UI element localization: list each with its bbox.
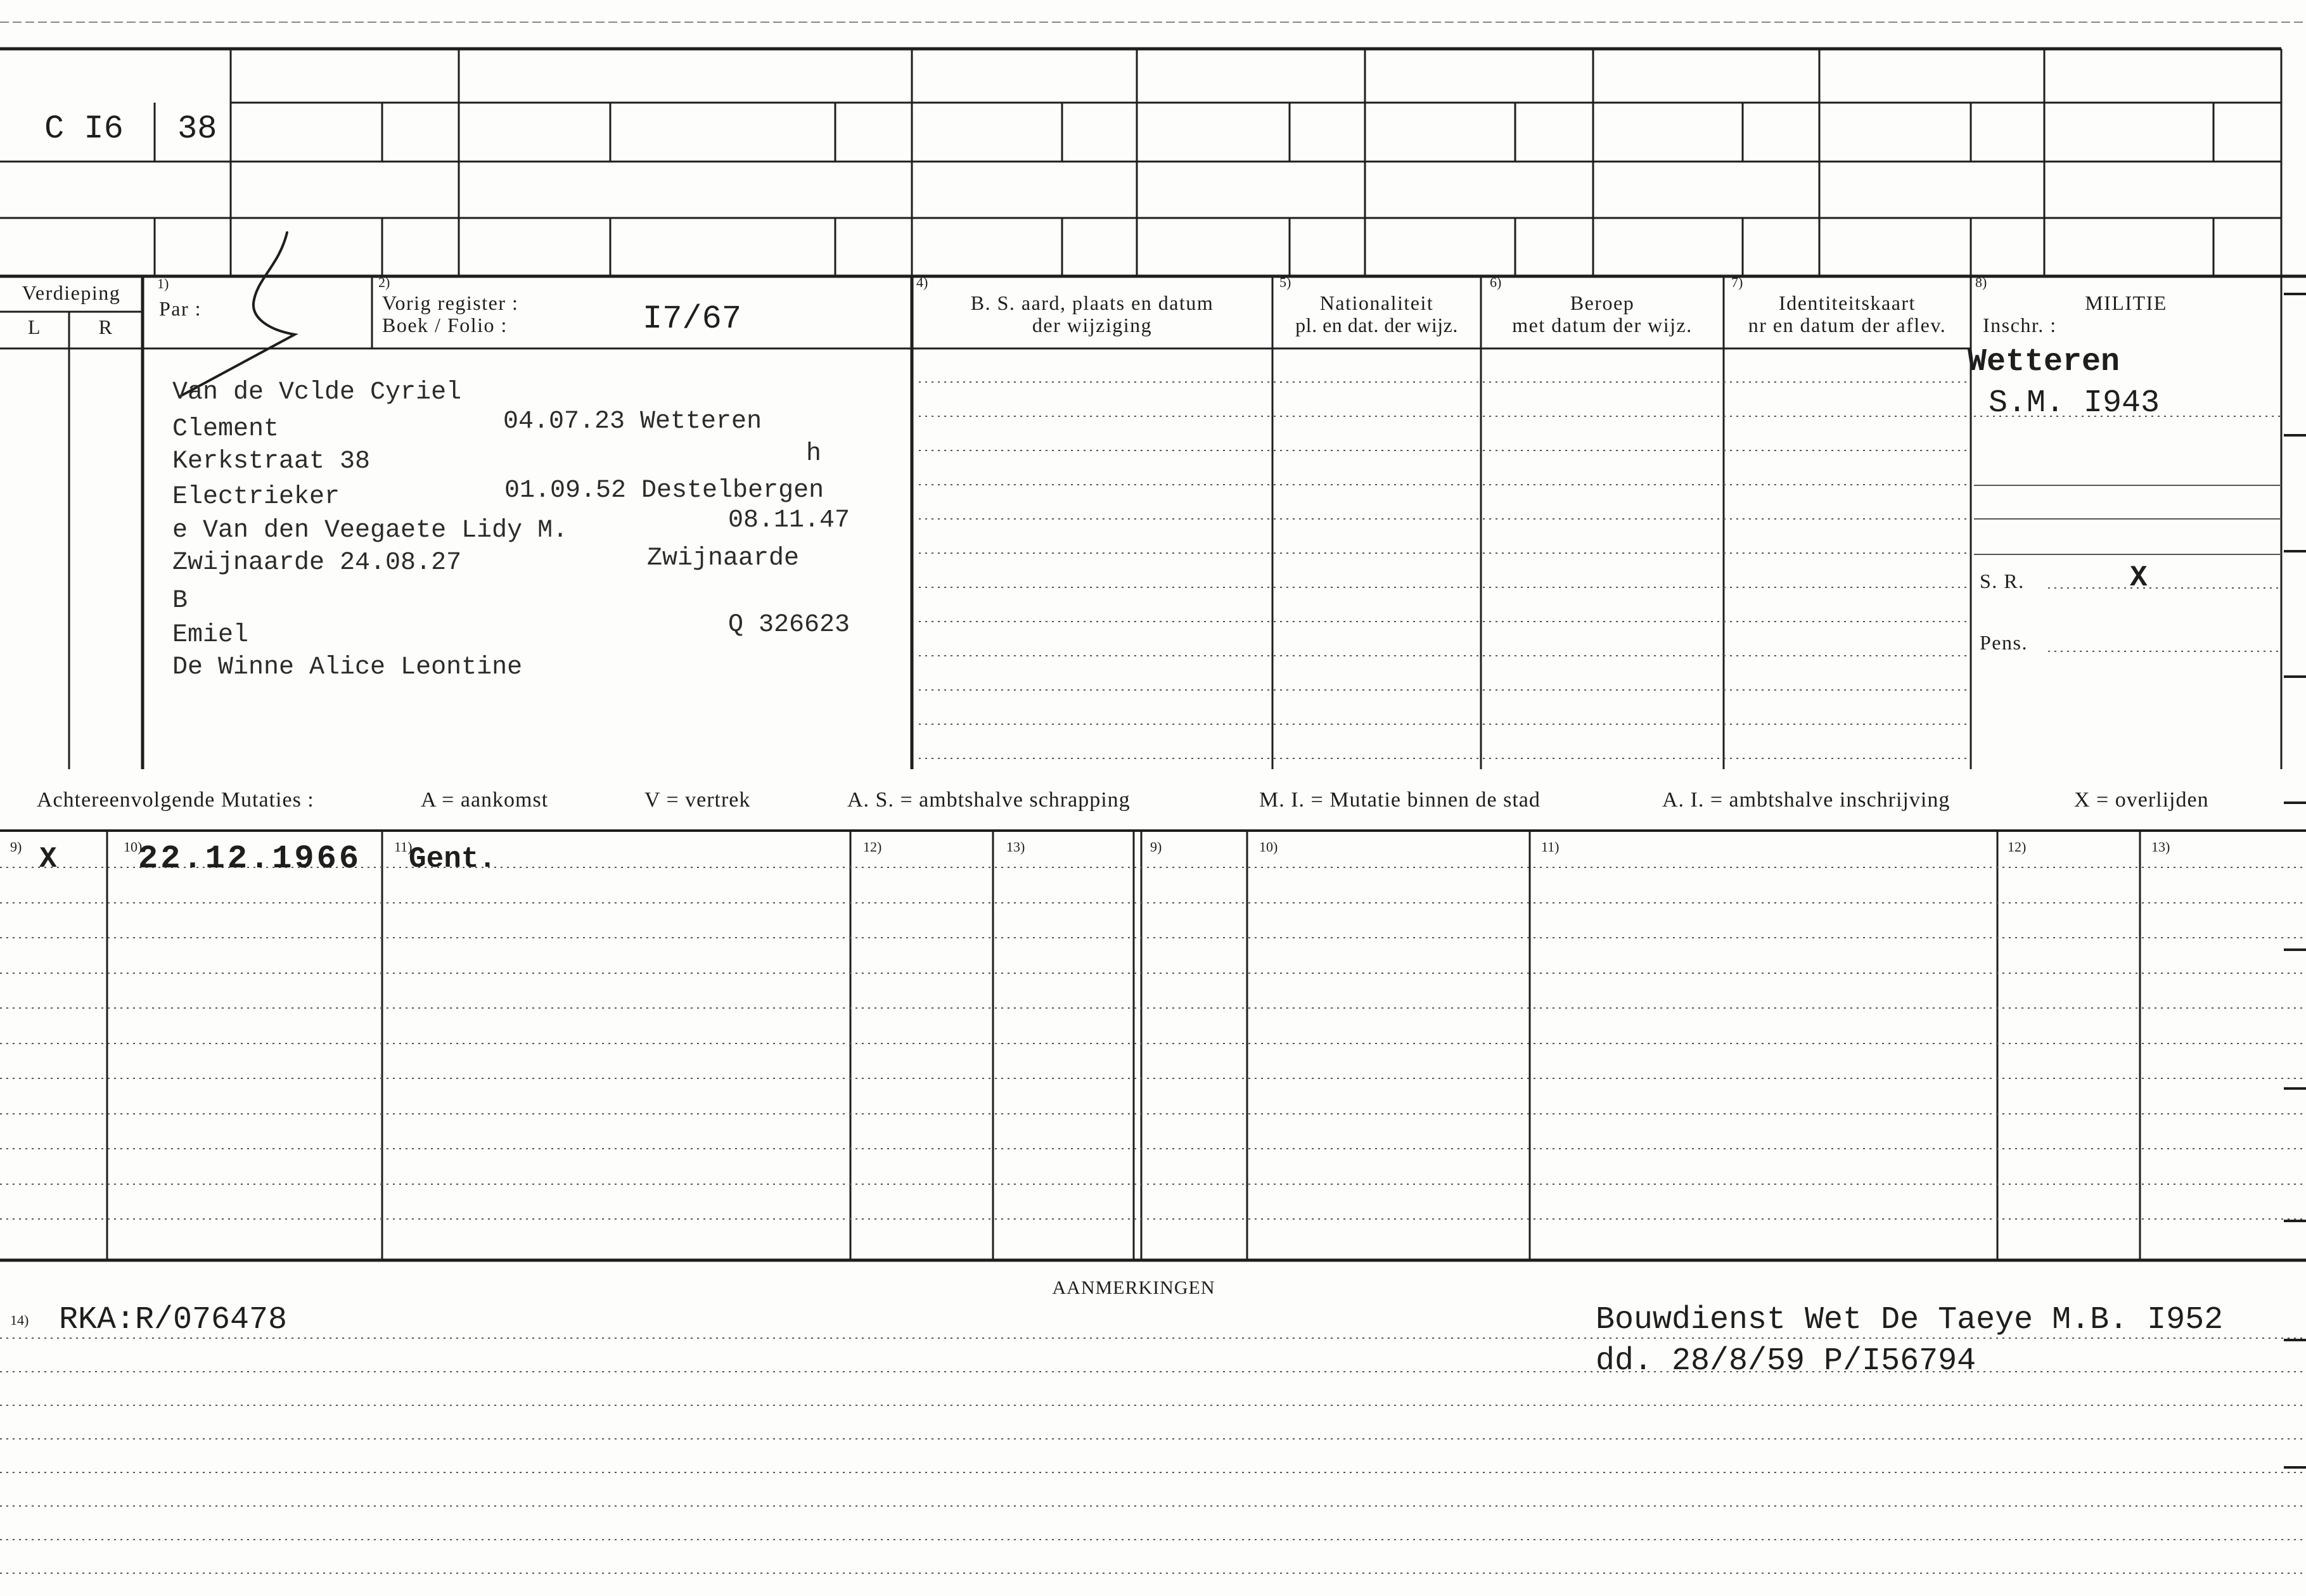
sr-value: X bbox=[2130, 561, 2148, 594]
beroep-number: 6) bbox=[1490, 274, 1502, 290]
legend-mutatie-binnen-stad: M. I. = Mutatie binnen de stad bbox=[1259, 788, 1541, 812]
militie-sm: S.M. I943 bbox=[1989, 385, 2160, 421]
beroep-heading-line1: Beroep bbox=[1570, 291, 1635, 314]
remarks-note-line2: dd. 28/8/59 P/I56794 bbox=[1596, 1343, 1976, 1379]
nationaliteit-heading-line2: pl. en dat. der wijz. bbox=[1295, 314, 1458, 336]
id-number: Q 326623 bbox=[728, 611, 850, 639]
person-marriage: 01.09.52 Destelbergen bbox=[504, 476, 824, 505]
card-number: 38 bbox=[177, 110, 217, 148]
legend-ambtshalve-schrapping: A. S. = ambtshalve schrapping bbox=[847, 788, 1131, 812]
identiteitskaart-number: 7) bbox=[1731, 274, 1743, 290]
remarks-note-line1: Bouwdienst Wet De Taeye M.B. I952 bbox=[1596, 1302, 2224, 1338]
person-second-name: Clement bbox=[172, 415, 279, 444]
person-birth: 04.07.23 Wetteren bbox=[503, 407, 762, 436]
mutation-col-11: 11) bbox=[394, 839, 413, 855]
mother-name: De Winne Alice Leontine bbox=[172, 653, 523, 682]
father-name: Emiel bbox=[172, 621, 249, 649]
vorig-register-label: Vorig register : bbox=[382, 291, 519, 314]
militie-number: 8) bbox=[1975, 274, 1987, 290]
vorig-register-number: 2) bbox=[378, 274, 390, 290]
spouse-name: e Van den Veegaete Lidy M. bbox=[172, 516, 568, 545]
spouse-place: Zwijnaarde bbox=[647, 544, 800, 573]
pens-label: Pens. bbox=[1980, 631, 2028, 654]
legend-ambtshalve-inschrijving: A. I. = ambtshalve inschrijving bbox=[1662, 788, 1950, 812]
spouse-birth: Zwijnaarde 24.08.27 bbox=[172, 549, 462, 577]
militie-heading: MILITIE bbox=[2085, 291, 2167, 314]
mutation-col-9b: 9) bbox=[1150, 839, 1162, 855]
mutation-col-12: 12) bbox=[863, 839, 882, 855]
verdieping-label: Verdieping bbox=[22, 281, 121, 304]
mark-b: B bbox=[172, 587, 188, 615]
mutation-col-13: 13) bbox=[1006, 839, 1025, 855]
identiteitskaart-heading-line1: Identiteitskaart bbox=[1779, 291, 1916, 314]
par-label: Par : bbox=[159, 297, 202, 320]
remarks-reference: RKA:R/076478 bbox=[59, 1302, 288, 1338]
mutation-col-10b: 10) bbox=[1259, 839, 1278, 855]
legend-aankomst: A = aankomst bbox=[421, 788, 549, 812]
person-occupation: Electrieker bbox=[172, 483, 340, 511]
mutation-type: X bbox=[39, 843, 57, 876]
legend-vertrek: V = vertrek bbox=[644, 788, 751, 812]
beroep-heading-line2: met datum der wijz. bbox=[1512, 314, 1693, 336]
mutation-place: Gent. bbox=[409, 843, 497, 876]
identiteitskaart-heading-line2: nr en datum der aflev. bbox=[1748, 314, 1947, 336]
sr-label: S. R. bbox=[1980, 570, 2025, 592]
militie-inschr-place: Wetteren bbox=[1968, 344, 2120, 380]
remarks-number: 14) bbox=[10, 1312, 29, 1328]
verdieping-right-label: R bbox=[98, 316, 113, 338]
par-number: 1) bbox=[157, 276, 169, 291]
spouse-date: 08.11.47 bbox=[728, 506, 850, 535]
nationaliteit-number: 5) bbox=[1279, 274, 1291, 290]
mutation-date: 22.12.1966 bbox=[138, 840, 362, 878]
mutation-col-9: 9) bbox=[10, 839, 22, 855]
inschr-label: Inschr. : bbox=[1983, 314, 2057, 336]
bs-heading-line2: der wijziging bbox=[1032, 314, 1153, 336]
mutation-col-10: 10) bbox=[124, 839, 143, 855]
person-address: Kerkstraat 38 bbox=[172, 447, 371, 476]
mutations-legend-title: Achtereenvolgende Mutaties : bbox=[37, 788, 314, 812]
nationaliteit-heading-line1: Nationaliteit bbox=[1319, 291, 1434, 314]
legend-overlijden: X = overlijden bbox=[2074, 788, 2209, 812]
mark-h: h bbox=[806, 440, 822, 468]
verdieping-left-label: L bbox=[27, 316, 42, 338]
bs-heading-line1: B. S. aard, plaats en datum bbox=[970, 291, 1214, 314]
boek-folio-value: I7/67 bbox=[643, 300, 742, 338]
mutation-col-11b: 11) bbox=[1541, 839, 1560, 855]
remarks-title: AANMERKINGEN bbox=[1052, 1277, 1215, 1298]
bs-number: 4) bbox=[916, 274, 928, 290]
mutation-col-12b: 12) bbox=[2008, 839, 2027, 855]
mutation-col-13b: 13) bbox=[2151, 839, 2170, 855]
person-name: Van de Vclde Cyriel bbox=[172, 378, 462, 407]
boek-folio-label: Boek / Folio : bbox=[382, 314, 508, 336]
card-code: C I6 bbox=[44, 110, 124, 148]
